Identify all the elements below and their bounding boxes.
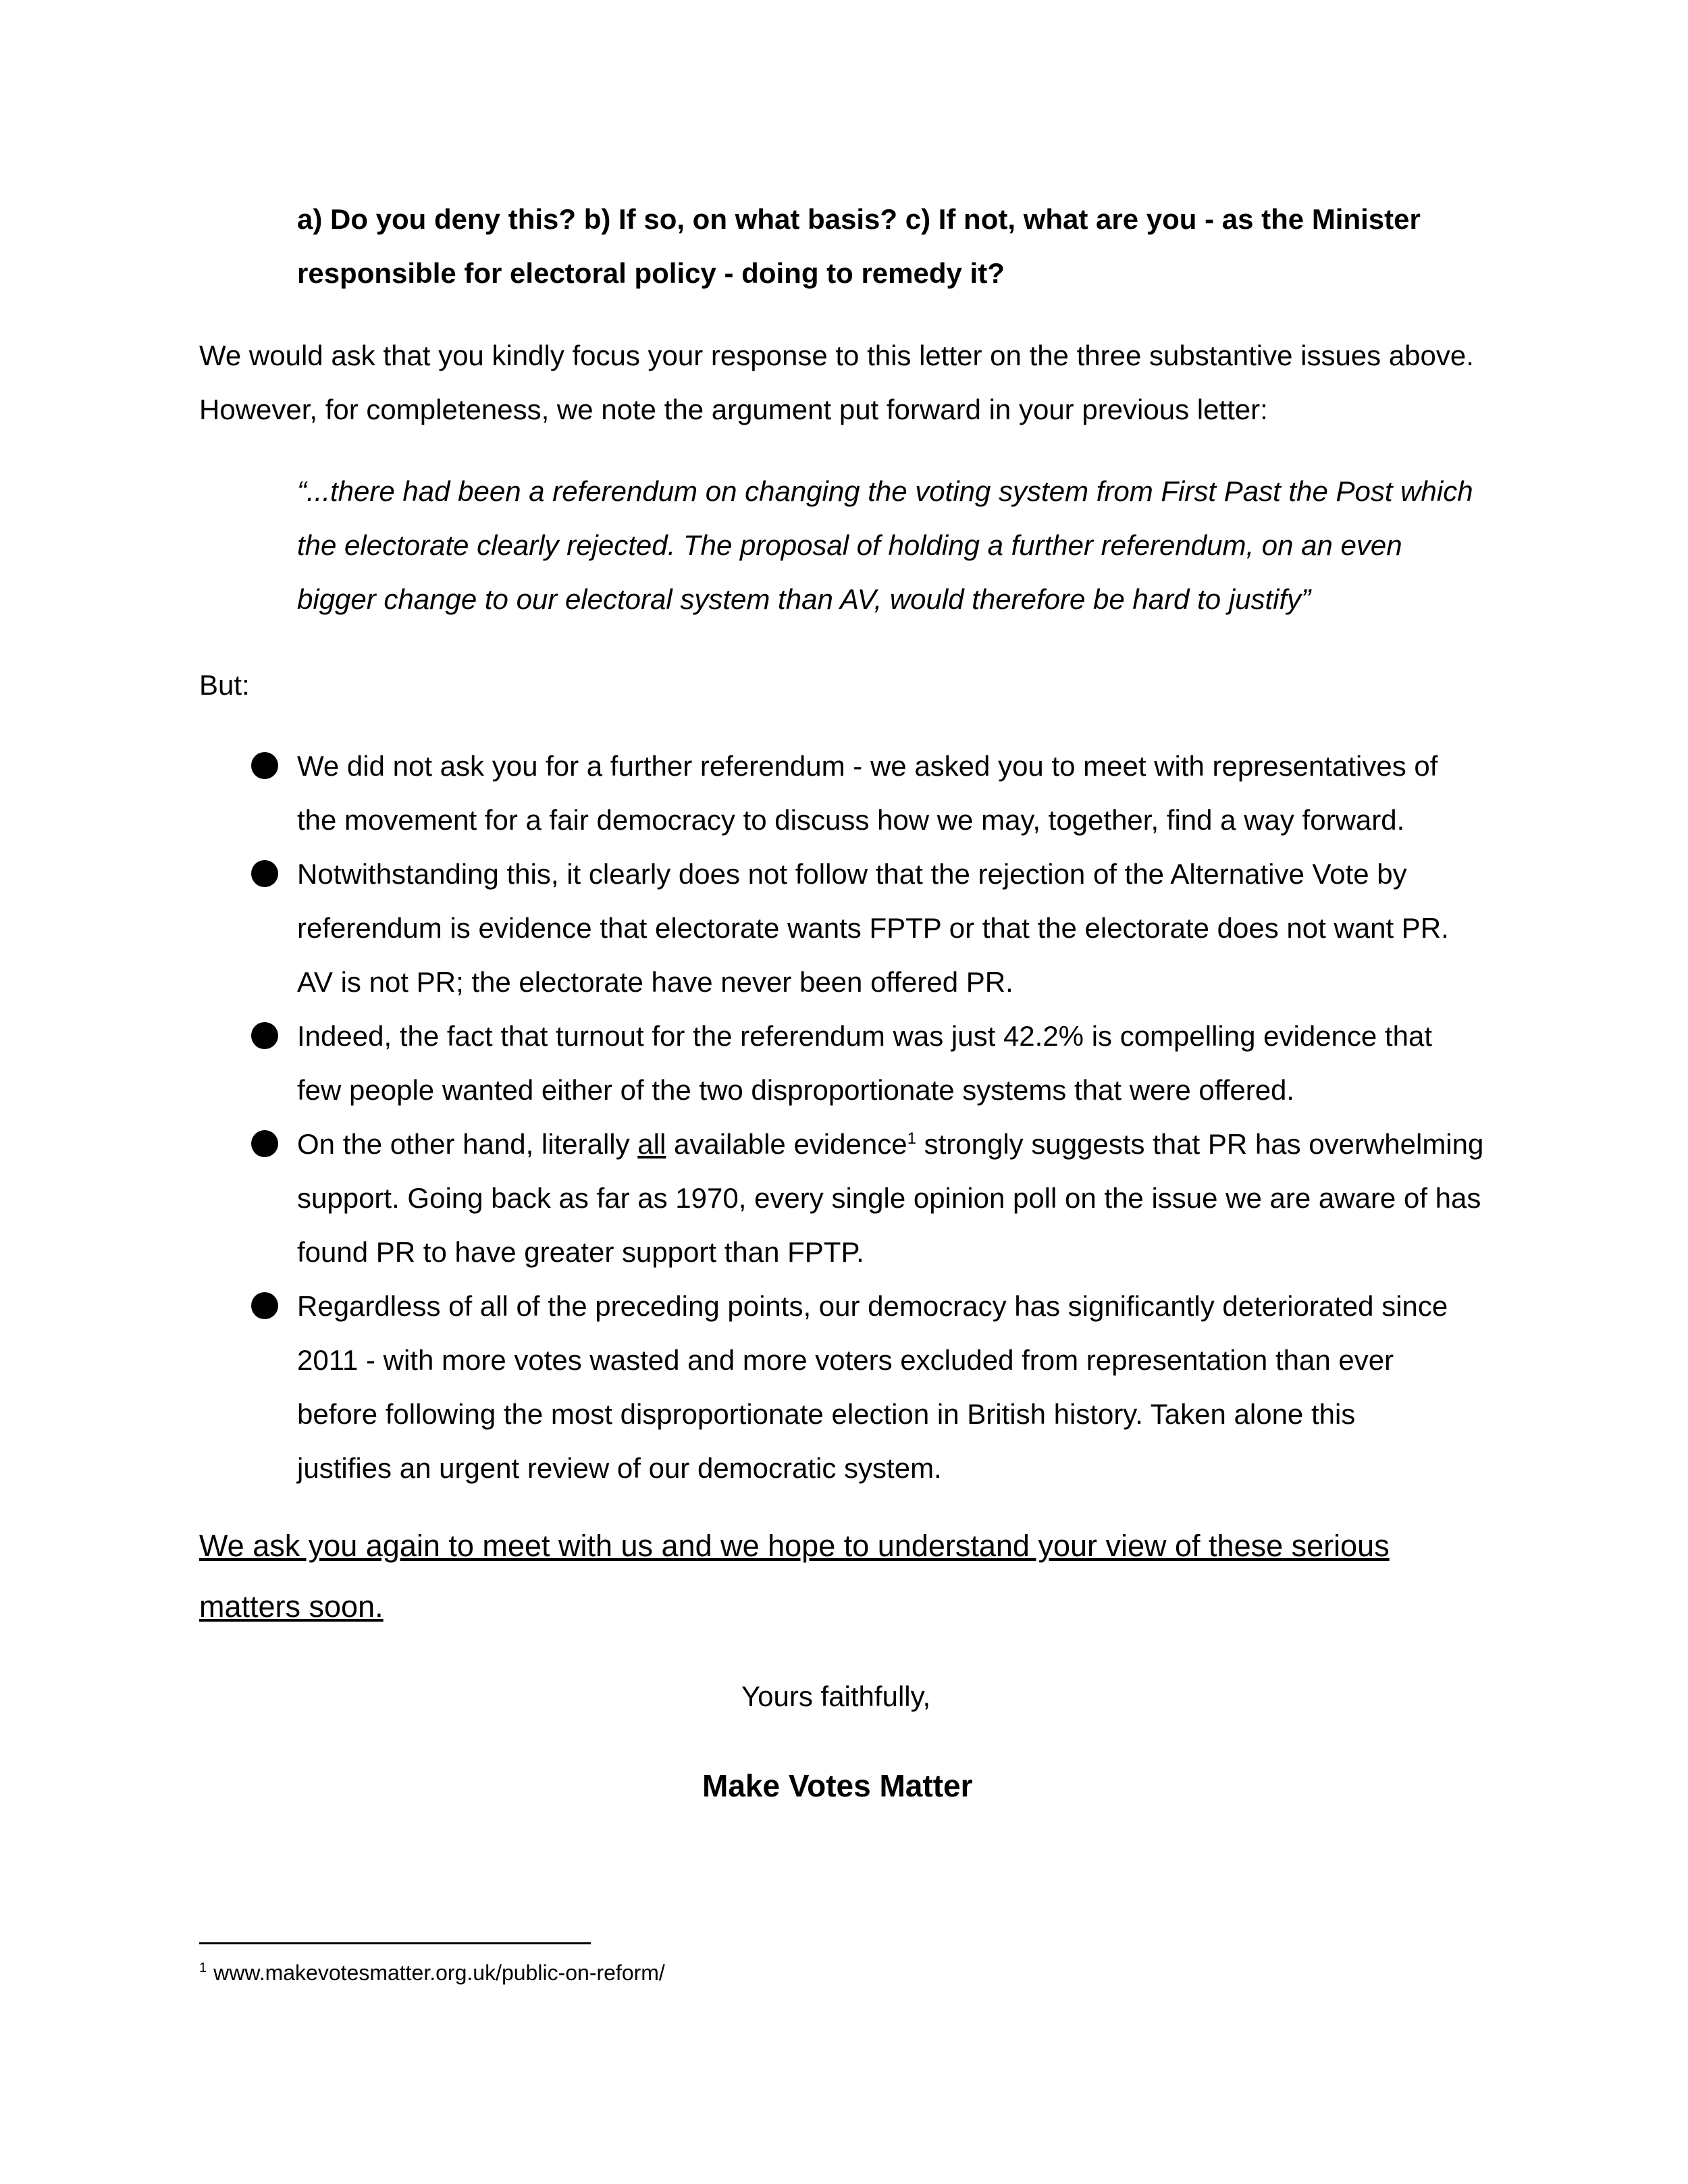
bullet-icon: [251, 860, 278, 887]
footnote-divider: [199, 1942, 591, 1944]
intro-paragraph: [199, 329, 1550, 437]
emphasis-all: all: [637, 1128, 666, 1160]
quoted-argument: [297, 464, 1566, 627]
signoff: Yours faithfully,: [741, 1680, 931, 1712]
bullet-line: 2011 - with more votes wasted and more voters excluded from representation than ever: [297, 1344, 1394, 1376]
bullet-line: Regardless of all of the preceding points, our democracy has significantly deteriorated since: [297, 1290, 1448, 1322]
bullet-line: justifies an urgent review of our democratic system.: [297, 1452, 942, 1484]
bullet-line: support. Going back as far as 1970, every single opinion poll on the issue we are aware of has: [297, 1182, 1481, 1214]
bullet-line: We did not ask you for a further referendum - we asked you to meet with representatives of: [297, 750, 1438, 782]
minister-question: [297, 192, 1566, 300]
closing-line: We ask you again to meet with us and we hope to understand your view of these serious: [199, 1528, 1390, 1563]
footnote-marker: 1: [199, 1961, 207, 1976]
bullet-line: Notwithstanding this, it clearly does not follow that the rejection of the Alternative Vote by: [297, 858, 1407, 890]
bullet-item: [246, 847, 1583, 1009]
but-label: But:: [199, 669, 250, 701]
bullet-text: On the other hand, literally: [297, 1128, 638, 1160]
intro-line: However, for completeness, we note the argument put forward in your previous letter:: [199, 394, 1268, 425]
bullet-list: [246, 739, 1583, 1495]
bullet-line: AV is not PR; the electorate have never been offered PR.: [297, 966, 1013, 998]
question-line: responsible for electoral policy - doing to remedy it?: [297, 257, 1005, 289]
bullet-line: Indeed, the fact that turnout for the referendum was just 42.2% is compelling evidence that: [297, 1020, 1432, 1052]
question-line: a) Do you deny this? b) If so, on what basis? c) If not, what are you - as the Minister: [297, 203, 1421, 235]
intro-line: We would ask that you kindly focus your response to this letter on the three substantive issues above.: [199, 340, 1474, 371]
bullet-text: strongly suggests that PR has overwhelming: [916, 1128, 1484, 1160]
bullet-line: [297, 1117, 1583, 1171]
footnote-reference[interactable]: 1: [907, 1129, 916, 1148]
bullet-line: the movement for a fair democracy to discuss how we may, together, find a way forward.: [297, 804, 1405, 836]
bullet-icon: [251, 1022, 278, 1049]
quote-line: “...there had been a referendum on changing the voting system from First Past the Post which: [297, 475, 1473, 507]
bullet-text: available evidence: [666, 1128, 907, 1160]
closing-line: matters soon.: [199, 1589, 384, 1624]
bullet-line: found PR to have greater support than FPTP.: [297, 1236, 864, 1268]
quote-line: the electorate clearly rejected. The proposal of holding a further referendum, on an even: [297, 529, 1402, 561]
bullet-item: [246, 739, 1583, 847]
signature: Make Votes Matter: [702, 1768, 973, 1803]
bullet-icon: [251, 752, 278, 779]
quote-line: bigger change to our electoral system than AV, would therefore be hard to justify”: [297, 583, 1311, 615]
bullet-line: referendum is evidence that electorate wants FPTP or that the electorate does not want PR.: [297, 912, 1449, 944]
bullet-line: few people wanted either of the two disproportionate systems that were offered.: [297, 1074, 1295, 1106]
bullet-item: [246, 1009, 1583, 1117]
bullet-icon: [251, 1292, 278, 1319]
bullet-item: [246, 1279, 1583, 1495]
bullet-icon: [251, 1130, 278, 1157]
footnote-link[interactable]: www.makevotesmatter.org.uk/public-on-reform/: [213, 1961, 665, 1985]
bullet-item: [246, 1117, 1583, 1279]
bullet-line: before following the most disproportionate election in British history. Taken alone this: [297, 1398, 1356, 1430]
footnote: [199, 1958, 665, 1988]
closing-request: [199, 1516, 1482, 1637]
